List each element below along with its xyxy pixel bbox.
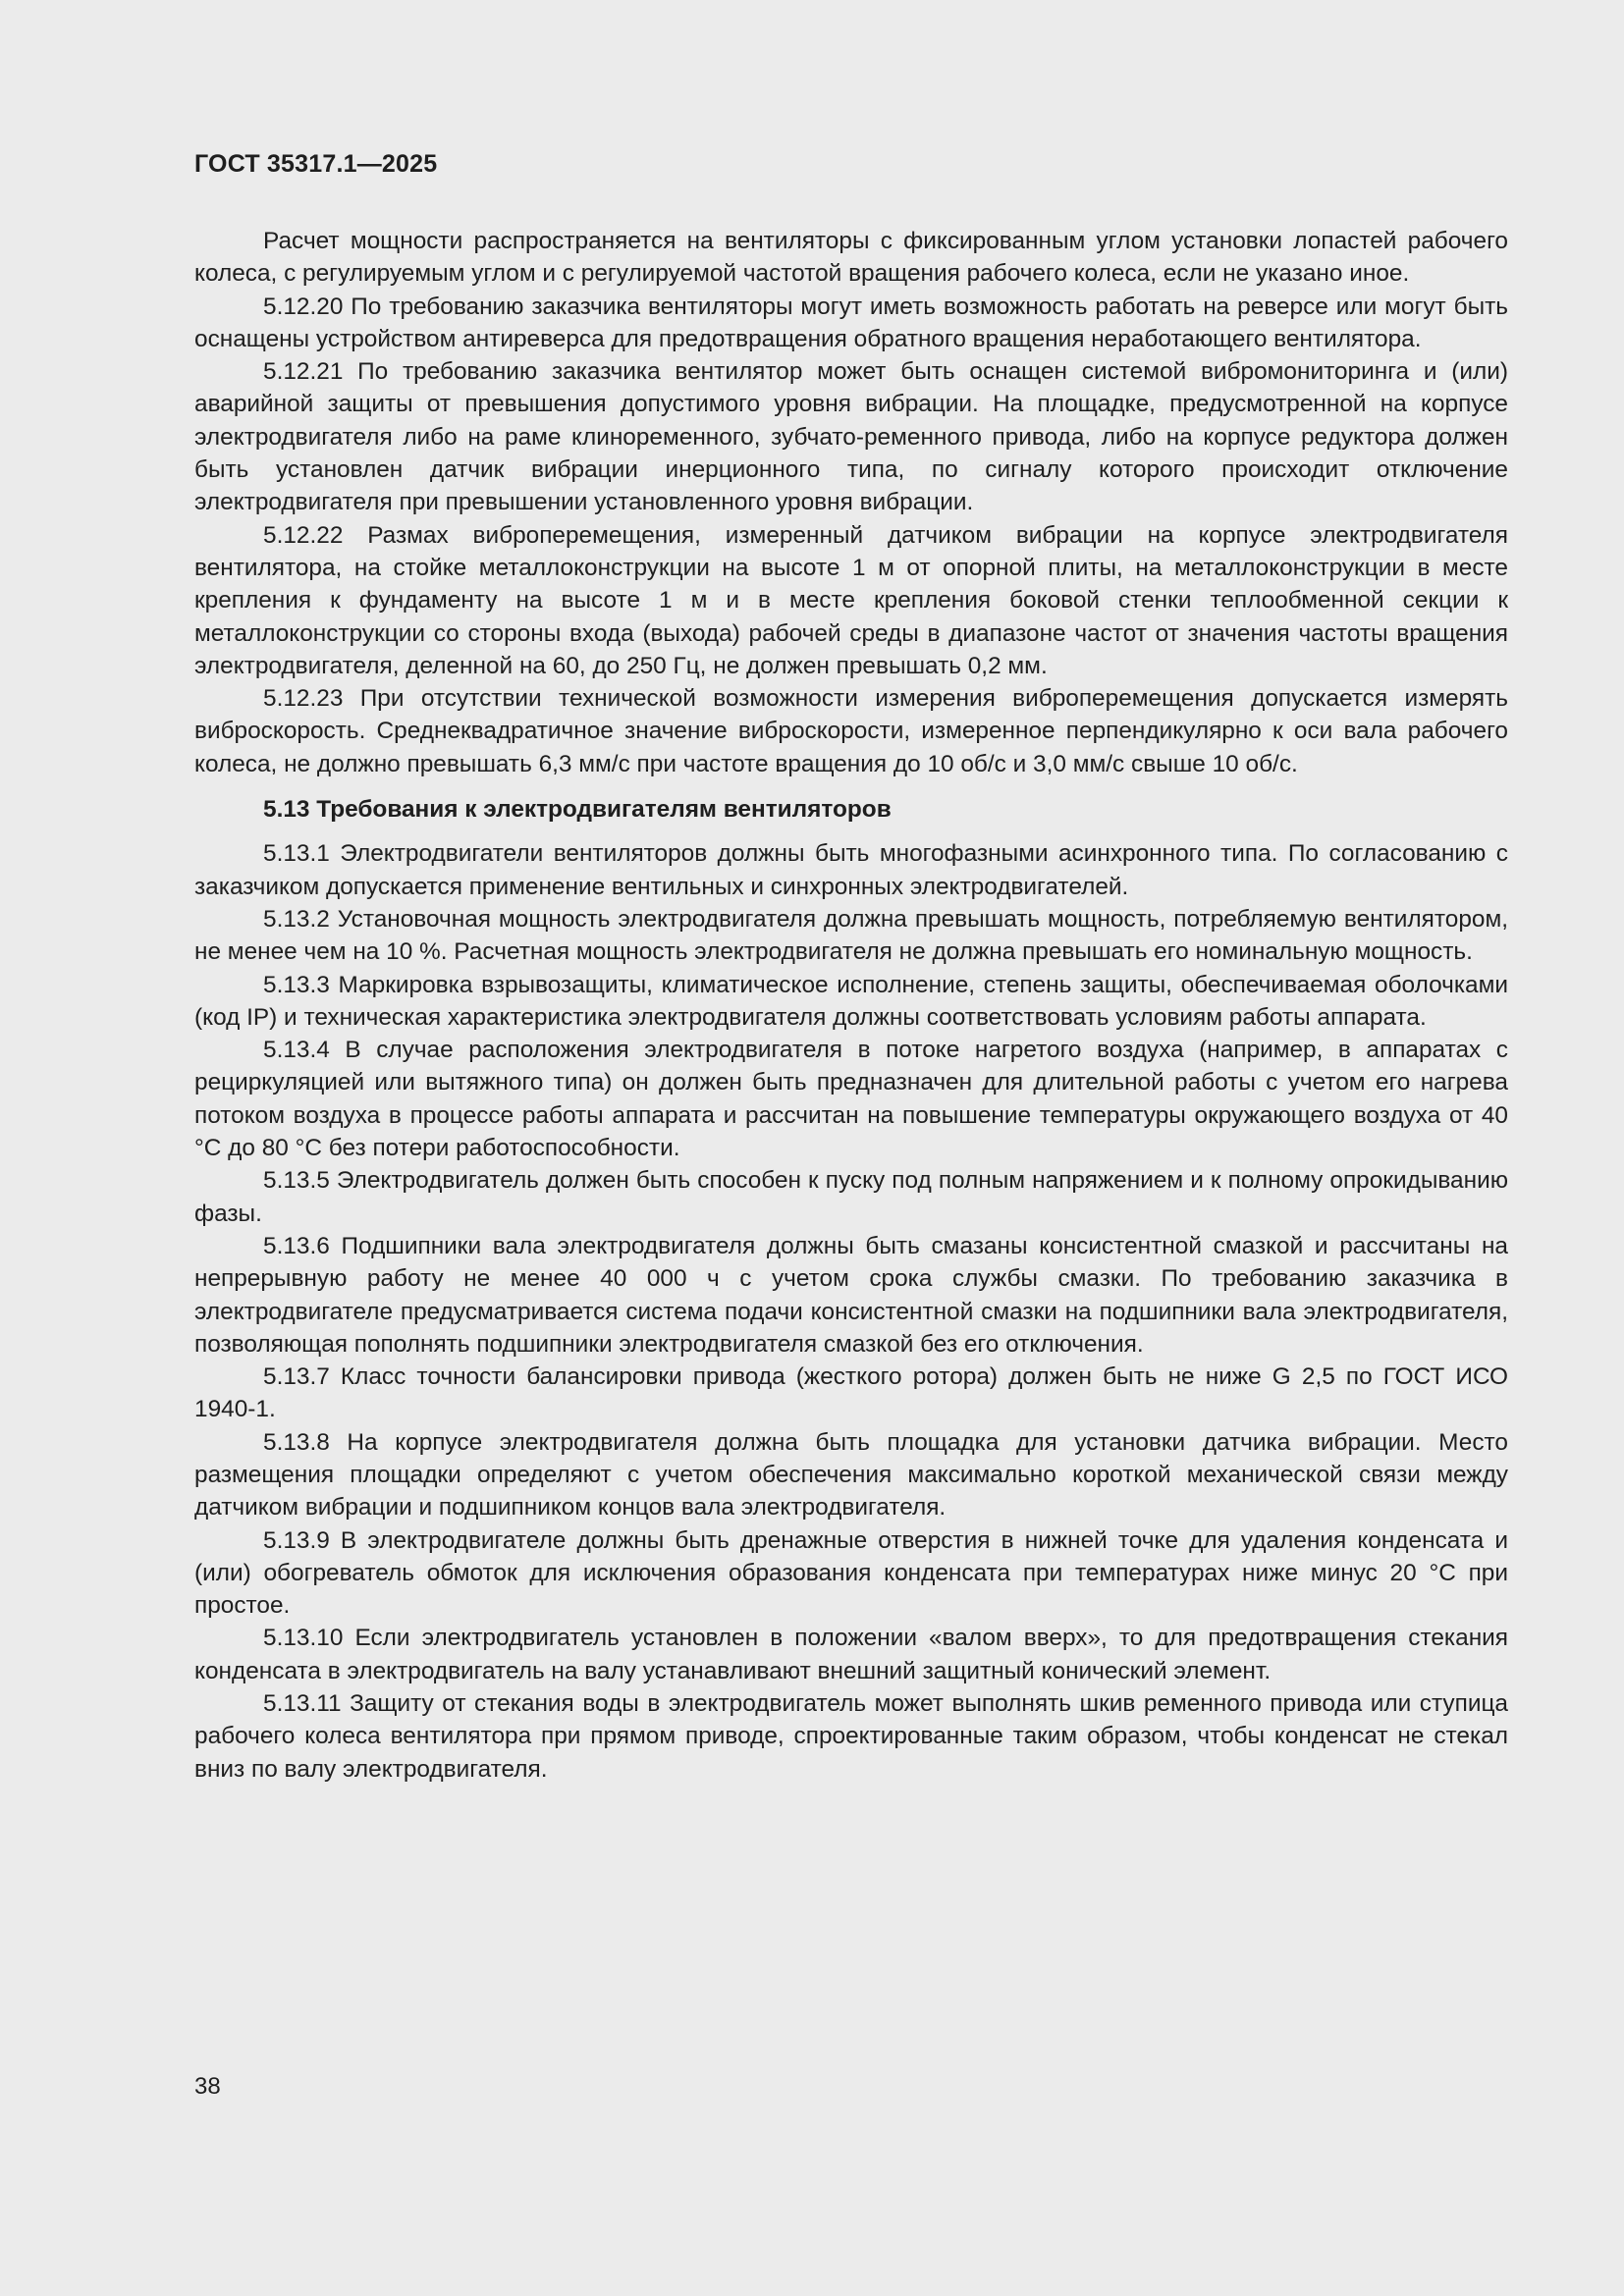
paragraph-5-13-9: 5.13.9 В электродвигателе должны быть дренажные отверстия в нижней точке для удаления конденсата и (или) обогреватель обмоток для исключения образования конденсата при температурах ниже минус 20 °С при простое. <box>194 1526 1508 1620</box>
document-code-header: ГОСТ 35317.1—2025 <box>194 150 438 178</box>
document-body <box>194 225 1508 1786</box>
paragraph-power-calculation: Расчет мощности распространяется на вентиляторы с фиксированным углом установки лопастей рабочего колеса, с регулируемым углом и с регулируемой частотой вращения рабочего колеса, если не указано иное. <box>194 228 1508 288</box>
paragraph-5-13-8: 5.13.8 На корпусе электродвигателя должна быть площадка для установки датчика вибрации. Место размещения площадки определяют с учетом обеспечения максимально короткой механической связи между датчиком вибрации и подшипником концов вала электродвигателя. <box>194 1428 1508 1522</box>
paragraph-5-13-7: 5.13.7 Класс точности балансировки привода (жесткого ротора) должен быть не ниже G 2,5 по ГОСТ ИСО 1940-1. <box>194 1363 1508 1423</box>
section-heading-5-13: 5.13 Требования к электродвигателям вентиляторов <box>263 796 892 824</box>
paragraph-5-13-5: 5.13.5 Электродвигатель должен быть способен к пуску под полным напряжением и к полному опрокидыванию фазы. <box>194 1167 1508 1227</box>
paragraph-5-13-10: 5.13.10 Если электродвигатель установлен в положении «валом вверх», то для предотвращения стекания конденсата в электродвигатель на валу устанавливают внешний защитный конический элемент. <box>194 1625 1508 1684</box>
paragraph-5-12-22: 5.12.22 Размах виброперемещения, измеренный датчиком вибрации на корпусе электродвигателя вентилятора, на стойке металлоконструкции на высоте 1 м от опорной плиты, на металлоконструкции в месте крепления к фундаменту на высоте 1 м и в месте крепления боковой стенки теплообменной секции к металлоконструкции со стороны входа (выхода) рабочей среды в диапазоне частот от значения частоты вращения электродвигателя, деленной на 60, до 250 Гц, не должен превышать 0,2 мм. <box>194 521 1508 679</box>
paragraph-5-13-6: 5.13.6 Подшипники вала электродвигателя должны быть смазаны консистентной смазкой и рассчитаны на непрерывную работу не менее 40 000 ч с учетом срока службы смазки. По требованию заказчика в электродвигателе предусматривается система подачи консистентной смазки на подшипники вала электродвигателя, позволяющая пополнять подшипники электродвигателя смазкой без его отключения. <box>194 1232 1508 1358</box>
page-number: 38 <box>194 2073 221 2100</box>
paragraph-5-13-3: 5.13.3 Маркировка взрывозащиты, климатическое исполнение, степень защиты, обеспечиваемая оболочками (код IP) и техническая характеристика электродвигателя должны соответствовать условиям работы аппарата. <box>194 971 1508 1031</box>
paragraph-5-13-1: 5.13.1 Электродвигатели вентиляторов должны быть многофазными асинхронного типа. По согласованию с заказчиком допускается применение вентильных и синхронных электродвигателей. <box>194 840 1508 900</box>
paragraph-5-13-4: 5.13.4 В случае расположения электродвигателя в потоке нагретого воздуха (например, в аппаратах с рециркуляцией или вытяжного типа) он должен быть предназначен для длительной работы с учетом его нагрева потоком воздуха в процессе работы аппарата и рассчитан на повышение температуры окружающего воздуха от 40 °С до 80 °С без потери работоспособности. <box>194 1037 1508 1162</box>
paragraph-5-13-11: 5.13.11 Защиту от стекания воды в электродвигатель может выполнять шкив ременного привода или ступица рабочего колеса вентилятора при прямом приводе, спроектированные таким образом, чтобы конденсат не стекал вниз по валу электродвигателя. <box>194 1690 1508 1783</box>
paragraph-5-12-21: 5.12.21 По требованию заказчика вентилятор может быть оснащен системой вибромониторинга и (или) аварийной защиты от превышения допустимого уровня вибрации. На площадке, предусмотренной на корпусе электродвигателя либо на раме клиноременного, зубчато-ременного привода, либо на корпусе редуктора должен быть установлен датчик вибрации инерционного типа, по сигналу которого происходит отключение электродвигателя при превышении установленного уровня вибрации. <box>194 358 1508 516</box>
paragraph-5-12-23: 5.12.23 При отсутствии технической возможности измерения виброперемещения допускается измерять виброскорость. Среднеквадратичное значение виброскорости, измеренное перпендикулярно к оси вала рабочего колеса, не должно превышать 6,3 мм/с при частоте вращения до 10 об/с и 3,0 мм/с свыше 10 об/с. <box>194 685 1508 777</box>
paragraph-5-12-20: 5.12.20 По требованию заказчика вентиляторы могут иметь возможность работать на реверсе или могут быть оснащены устройством антиреверса для предотвращения обратного вращения неработающего вентилятора. <box>194 293 1508 352</box>
paragraph-5-13-2: 5.13.2 Установочная мощность электродвигателя должна превышать мощность, потребляемую вентилятором, не менее чем на 10 %. Расчетная мощность электродвигателя не должна превышать его номинальную мощность. <box>194 905 1508 966</box>
